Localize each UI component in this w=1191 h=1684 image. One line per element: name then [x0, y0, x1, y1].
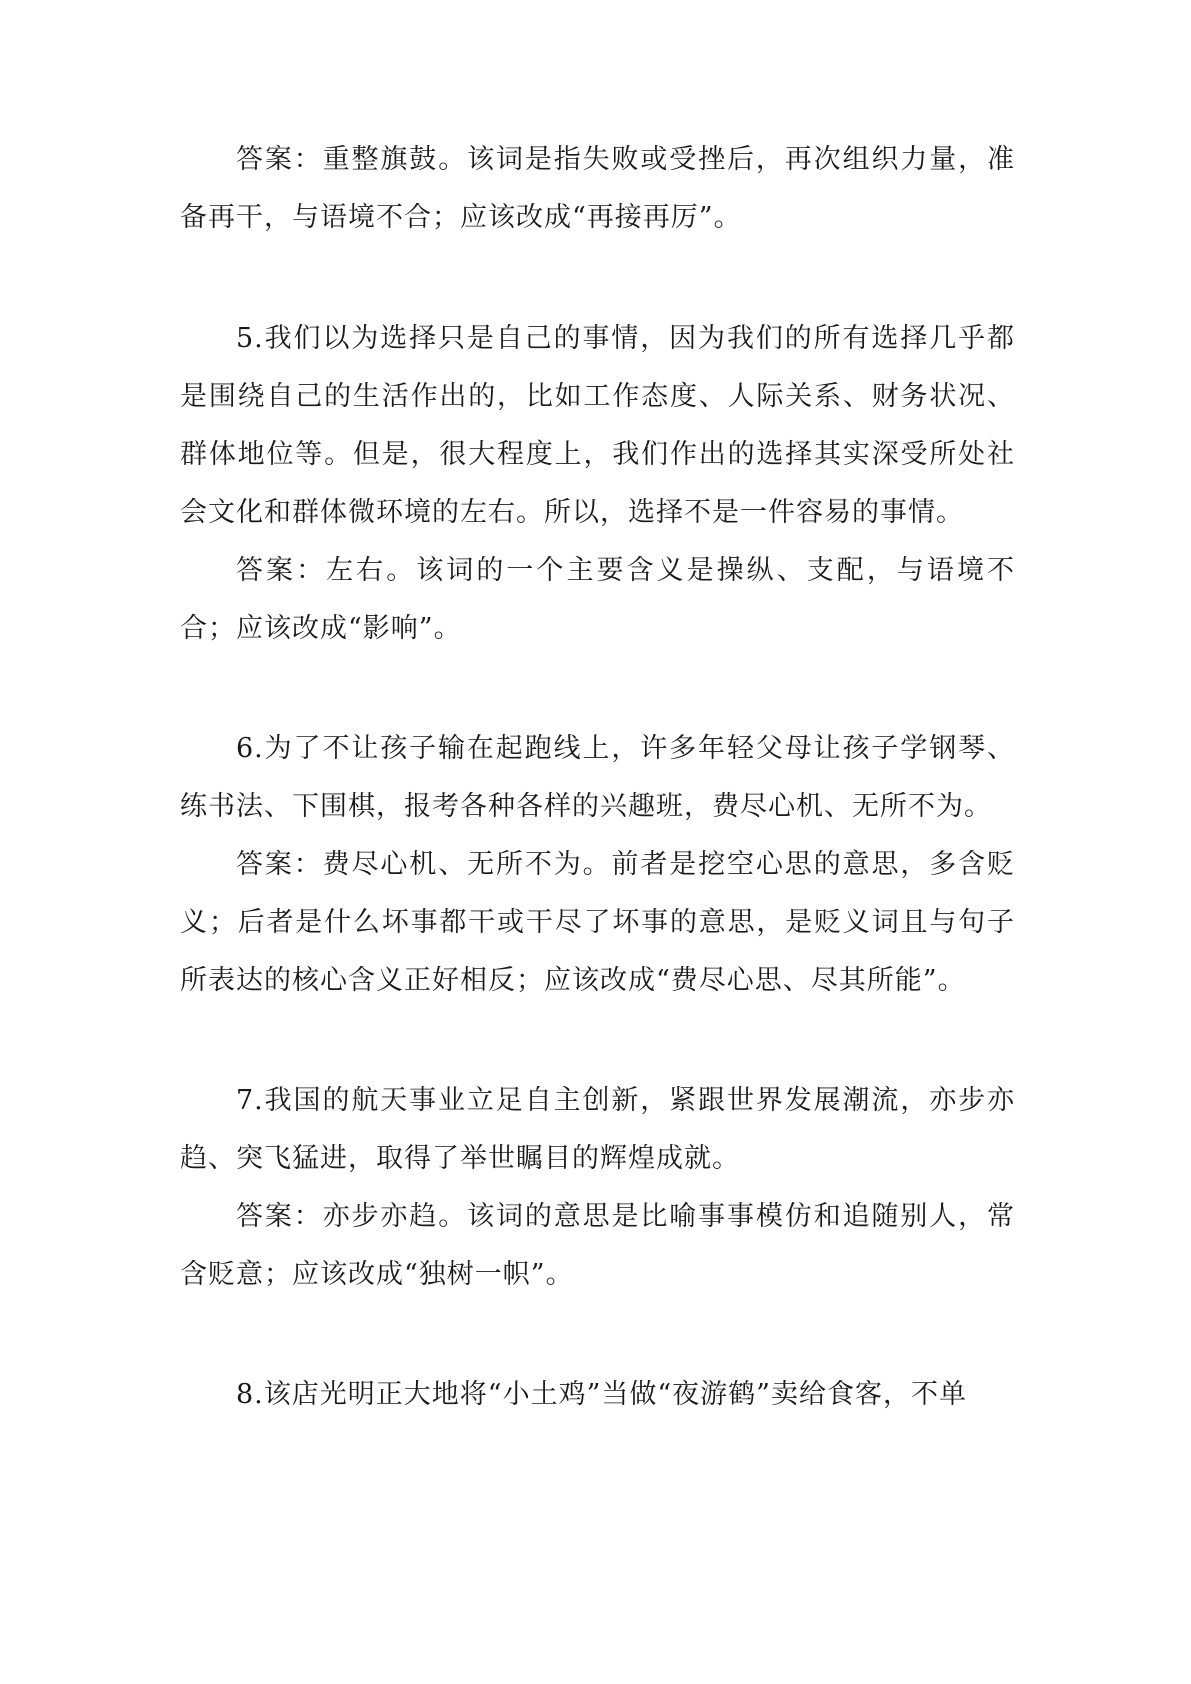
answer-5-text: 答案：左右。该词的一个主要含义是操纵、支配，与语境不合；应该改成“影响”。 — [180, 555, 1015, 644]
answer-6-text: 答案：费尽心机、无所不为。前者是挖空心思的意思，多含贬义；后者是什么坏事都干或干尽了坏事的意思，是贬义词且与句子所表达的核心含义正好相反；应该改成“费尽心思、尽其所能”。 — [180, 849, 1015, 996]
answer-4-block — [180, 131, 1015, 247]
question-7-block — [180, 1072, 1015, 1304]
question-6-text: 6.为了不让孩子输在起跑线上，许多年轻父母让孩子学钢琴、练书法、下围棋，报考各种各样的兴趣班，费尽心机、无所不为。 — [180, 733, 1015, 822]
question-6-block — [180, 720, 1015, 1010]
question-5-text: 5.我们以为选择只是自己的事情，因为我们的所有选择几乎都是围绕自己的生活作出的，比如工作态度、人际关系、财务状况、群体地位等。但是，很大程度上，我们作出的选择其实深受所处社会文化和群体微环境的左右。所以，选择不是一件容易的事情。 — [180, 323, 1015, 528]
answer-7-text: 答案：亦步亦趋。该词的意思是比喻事事模仿和追随别人，常含贬意；应该改成“独树一帜”。 — [180, 1201, 1015, 1290]
question-5-block — [180, 310, 1015, 658]
question-7-text: 7.我国的航天事业立足自主创新，紧跟世界发展潮流，亦步亦趋、突飞猛进，取得了举世瞩目的辉煌成就。 — [180, 1085, 1015, 1174]
question-8-block — [180, 1366, 1015, 1424]
answer-4-text: 答案：重整旗鼓。该词是指失败或受挫后，再次组织力量，准备再干，与语境不合；应该改成“再接再厉”。 — [180, 144, 1015, 233]
question-8-text: 8.该店光明正大地将“小土鸡”当做“夜游鹤”卖给食客，不单 — [236, 1379, 967, 1410]
